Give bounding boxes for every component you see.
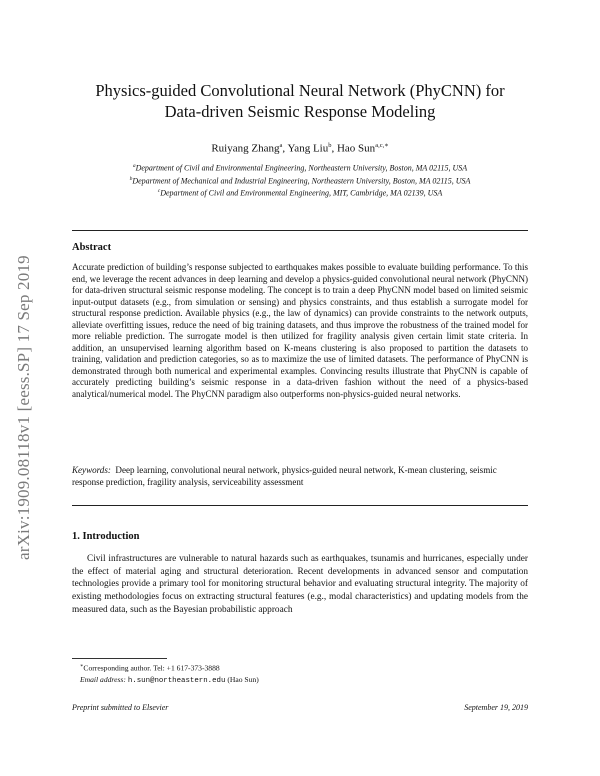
keywords [72,464,528,488]
email-note [80,674,259,687]
paper-title [60,80,540,122]
affiliation-mark: c [157,188,161,195]
abstract-bottom-rule [72,505,528,506]
title-line-1: Physics-guided Convolutional Neural Network (PhyCNN) for [95,81,505,100]
email-label: Email address: [80,674,126,684]
keywords-label: Keywords: [72,465,111,475]
footnote-mark: ∗ [80,664,84,669]
abstract-heading: Abstract [72,242,112,253]
email-owner: (Hao Sun) [227,674,259,684]
section-heading-introduction: 1. Introduction [72,531,140,542]
footnote-rule [72,658,167,659]
footnotes [80,661,259,687]
abstract-top-rule [72,230,528,231]
author-affil-mark: a,c,∗ [375,142,389,149]
title-line-2: Data-driven Seismic Response Modeling [164,102,436,121]
page-footer [72,703,528,712]
affiliation-mark: a [132,163,136,169]
affiliation [60,161,540,174]
author-name: Hao Sun [336,142,376,155]
arxiv-identifier: arXiv:1909.08118v1 [eess.SP] 17 Sep 2019 [14,255,33,560]
affiliation-mark: b [129,175,133,182]
footer-date: September 19, 2019 [464,703,528,712]
affiliation-text: Department of Mechanical and Industrial Engineering, Northeastern University, Boston, MA 02115, USA [132,176,471,186]
author-affil-mark: b [328,142,332,149]
email-link[interactable]: h.sun@northeastern.edu [127,676,226,685]
abstract-text: Accurate prediction of building’s response subjected to earthquakes makes possible to evaluate building performance. To this end, we leverage the recent advances in deep learning and develop a physics-guided convolutional neural network (PhyCNN) for data-driven structural seismic response modeling. The concept is to train a deep PhyCNN model based on limited seismic input-output datasets (e.g., from simulation or sensing) and physics constraints, and thus establish a surrogate model for structural response prediction. Available physics (e.g., the law of dynamics) can provide constraints to the network outputs, alleviate overfitting issues, reduce the need of big training datasets, and thus improve the robustness of the trained model for more reliable prediction. The surrogate model is then utilized for fragility analysis given certain limit state criteria. In addition, an unsupervised learning algorithm based on K-means clustering is also proposed to partition the datasets to training, validation and prediction categories, so as to maximize the use of limited datasets. The performance of PhyCNN is demonstrated through both numerical and experimental examples. Convincing results illustrate that PhyCNN is capable of accurately predicting building’s seismic response in a data-driven fashion without the need of a physics-based analytical/numerical model. The PhyCNN paradigm also outperforms non-physics-guided neural networks. [72,262,528,400]
affiliation-list [60,161,540,199]
affiliation-text: Department of Civil and Environmental Engineering, MIT, Cambridge, MA 02139, USA [160,188,443,198]
keywords-text: Deep learning, convolutional neural network, physics-guided neural network, K-mean clustering, seismic response prediction, fragility analysis, serviceability assessment [72,465,497,487]
author-name: Yang Liu [287,142,329,155]
author-name: Ruiyang Zhang [211,142,280,155]
author-list: Ruiyang Zhang$^a$, Yang Liu$^b$, Hao Sun$^{a,c,∗}$ [211,142,389,155]
footer-left: Preprint submitted to Elsevier [72,703,169,712]
introduction-text: Civil infrastructures are vulnerable to natural hazards such as earthquakes, tsunamis and hurricanes, especially under the effect of material aging and structural deterioration. Recent developments in advanced sensor and computation technologies provide a primary tool for monitoring structural behavior and evaluating structural integrity. The majority of existing methodologies focus on extracting structural features (e.g., modal characteristics) and updating models from the measured data, such as the Bayesian probabilistic approach [72,554,528,615]
affiliation [60,174,540,187]
corresponding-author-text: Corresponding author. Tel: +1 617-373-3888 [83,663,220,673]
author-affil-mark: a [279,142,283,149]
affiliation [60,186,540,199]
corresponding-author-note [80,661,259,674]
affiliation-text: Department of Civil and Environmental Engineering, Northeastern University, Boston, MA 02115, USA [135,163,468,173]
